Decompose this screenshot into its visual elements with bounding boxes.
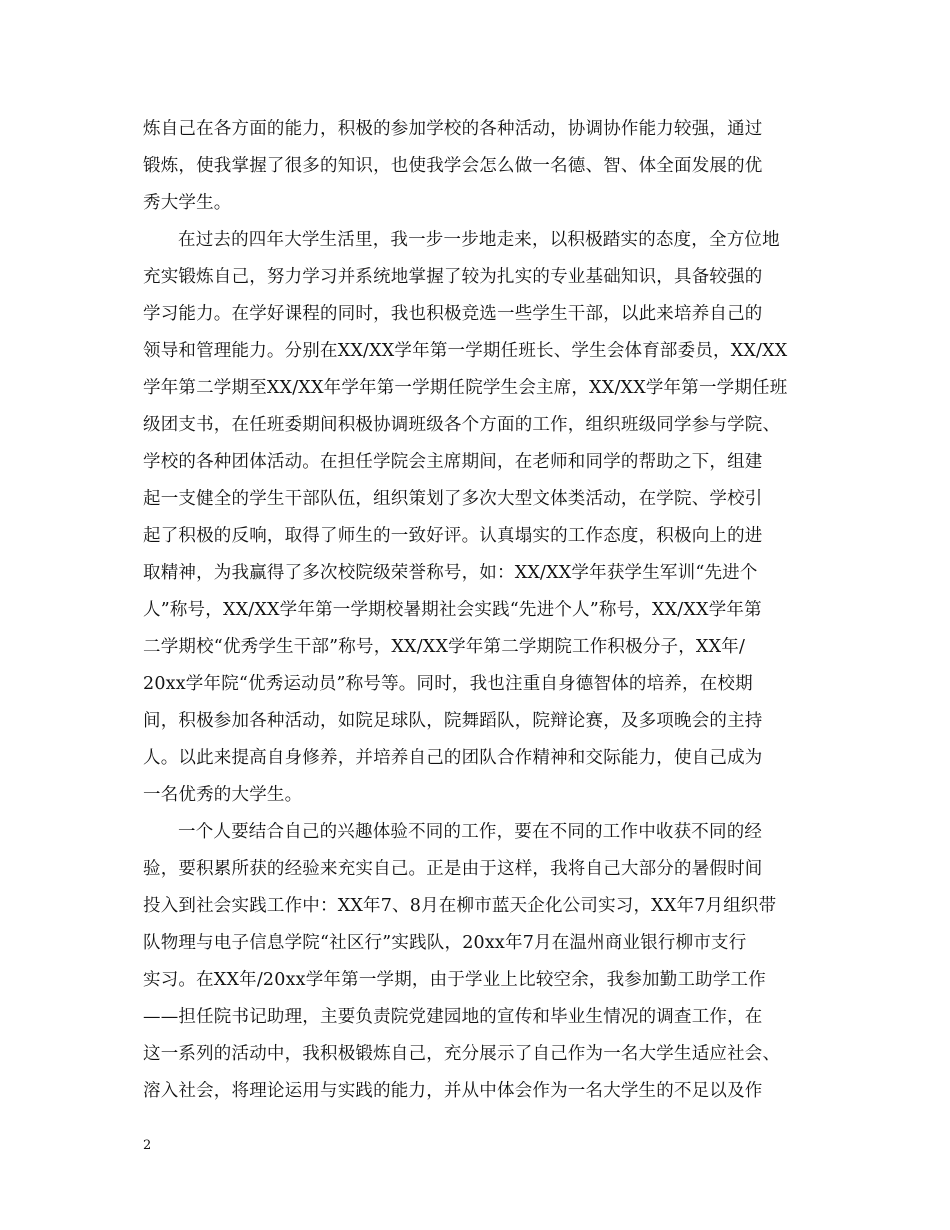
paragraph-start-line: 一个人要结合自己的兴趣体验不同的工作，要在不同的工作中收获不同的经: [178, 822, 763, 842]
text-line: 锻炼，使我掌握了很多的知识，也使我学会怎么做一名德、智、体全面发展的优: [143, 156, 763, 176]
text-line: 学年第二学期至XX/XX年学年第一学期任院学生会主席，XX/XX学年第一学期任班: [143, 378, 788, 398]
text-line: 20xx学年院“优秀运动员”称号等。同时，我也注重自身德智体的培养，在校期: [143, 674, 753, 694]
text-line: 人。以此来提高自身修养，并培养自己的团队合作精神和交际能力，使自己成为: [143, 748, 763, 768]
text-line: 起一支健全的学生干部队伍，组织策划了多次大型文体类活动，在学院、学校引: [143, 489, 763, 509]
text-line: 取精神，为我赢得了多次校院级荣誉称号，如：XX/XX学年获学生军训“先进个: [143, 563, 758, 583]
text-line: 人”称号，XX/XX学年第一学期校暑期社会实践“先进个人”称号，XX/XX学年第: [143, 600, 762, 620]
text-line: 间，积极参加各种活动，如院足球队，院舞蹈队，院辩论赛，及多项晚会的主持: [143, 711, 763, 731]
text-line: 秀大学生。: [143, 193, 232, 213]
text-line: 溶入社会，将理论运用与实践的能力，并从中体会作为一名大学生的不足以及作: [143, 1081, 763, 1101]
text-line: 起了积极的反响，取得了师生的一致好评。认真塌实的工作态度，积极向上的进: [143, 526, 763, 546]
page-number: 2: [143, 1138, 152, 1153]
text-line: ——担任院书记助理，主要负责院党建园地的宣传和毕业生情况的调查工作，在: [143, 1007, 763, 1027]
text-line: 这一系列的活动中，我积极锻炼自己，充分展示了自己作为一名大学生适应社会、: [143, 1044, 781, 1064]
text-line: 验，要积累所获的经验来充实自己。正是由于这样，我将自己大部分的暑假时间: [143, 859, 763, 879]
text-line: 充实锻炼自己，努力学习并系统地掌握了较为扎实的专业基础知识，具备较强的: [143, 267, 763, 287]
text-line: 领导和管理能力。分别在XX/XX学年第一学期任班长、学生会体育部委员，XX/XX: [143, 341, 788, 361]
text-line: 一名优秀的大学生。: [143, 785, 303, 805]
text-line: 实习。在XX年/20xx学年第一学期，由于学业上比较空余，我参加勤工助学工作: [143, 970, 766, 990]
text-line: 级团支书，在任班委期间积极协调班级各个方面的工作，组织班级同学参与学院、: [143, 415, 781, 435]
text-line: 学校的各种团体活动。在担任学院会主席期间，在老师和同学的帮助之下，组建: [143, 452, 763, 472]
paragraph-start-line: 在过去的四年大学生活里，我一步一步地走来，以积极踏实的态度，全方位地: [178, 230, 780, 250]
text-line: 投入到社会实践工作中：XX年7、8月在柳市蓝天企化公司实习，XX年7月组织带: [143, 896, 777, 916]
text-line: 学习能力。在学好课程的同时，我也积极竞选一些学生干部，以此来培养自己的: [143, 304, 763, 324]
text-line: 队物理与电子信息学院“社区行”实践队，20xx年7月在温州商业银行柳市支行: [143, 933, 747, 953]
text-line: 二学期校“优秀学生干部”称号，XX/XX学年第二学期院工作积极分子，XX年/: [143, 637, 746, 657]
text-line: 炼自己在各方面的能力，积极的参加学校的各种活动，协调协作能力较强，通过: [143, 119, 763, 139]
